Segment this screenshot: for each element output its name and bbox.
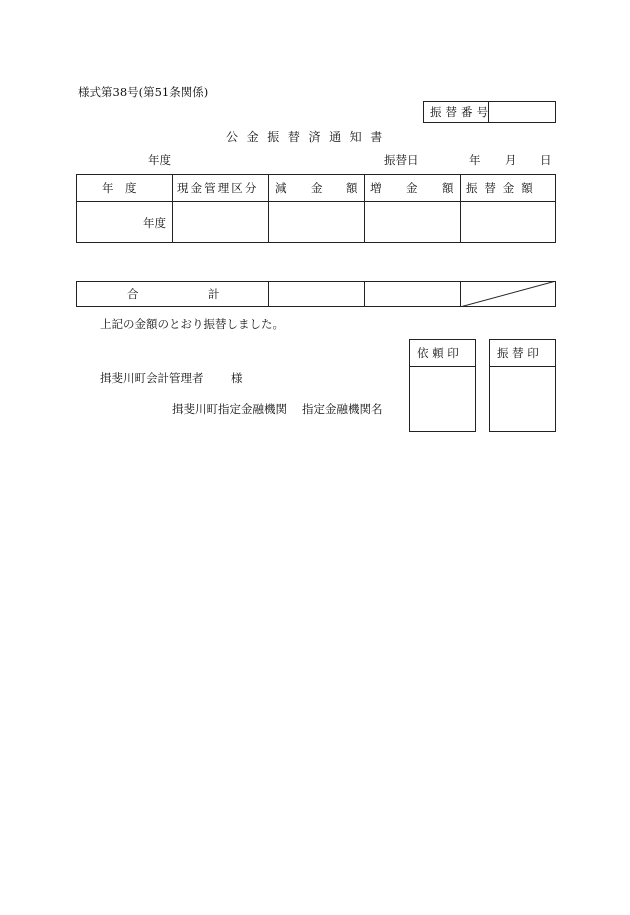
addressee-honorific: 様 <box>231 371 243 385</box>
addressee-name: 揖斐川町会計管理者 <box>100 371 204 385</box>
main-table-header-divider <box>76 201 556 202</box>
sender-name-label: 指定金融機関名 <box>302 402 383 416</box>
total-label-left: 合 <box>127 287 139 301</box>
main-table-col-divider-1 <box>172 174 173 243</box>
date-month-label: 月 <box>505 153 517 167</box>
main-table-col-divider-4 <box>460 174 461 243</box>
header-decrease-3: 額 <box>346 181 358 195</box>
header-fiscal-year: 年 度 <box>102 181 137 195</box>
total-table-col-divider-2 <box>364 281 365 307</box>
total-diagonal-line <box>460 281 556 307</box>
header-decrease-2: 金 <box>311 181 323 195</box>
main-table-col-divider-3 <box>364 174 365 243</box>
total-label-right: 計 <box>208 287 220 301</box>
total-table-col-divider-1 <box>268 281 269 307</box>
main-table-col-divider-2 <box>268 174 269 243</box>
document-title: 公 金 振 替 済 通 知 書 <box>226 130 385 144</box>
form-number: 様式第38号(第51条関係) <box>78 85 209 99</box>
header-increase-2: 金 <box>406 181 418 195</box>
statement-text: 上記の金額のとおり振替しました。 <box>100 317 284 331</box>
header-transfer-amount: 振替金額 <box>466 181 540 195</box>
row-fiscal-year-suffix: 年度 <box>143 216 166 230</box>
transfer-number-label: 振替番号 <box>430 105 493 119</box>
request-seal-divider <box>409 366 476 367</box>
request-seal-label: 依 頼 印 <box>417 346 459 360</box>
fiscal-year-label: 年度 <box>148 153 171 167</box>
header-cash-category: 現金管理区分 <box>177 181 259 195</box>
transfer-date-label: 振替日 <box>384 153 419 167</box>
header-increase-1: 増 <box>370 181 382 195</box>
transfer-seal-divider <box>489 366 556 367</box>
sender-institution: 揖斐川町指定金融機関 <box>172 402 287 416</box>
header-increase-3: 額 <box>442 181 454 195</box>
transfer-seal-label: 振 替 印 <box>497 346 539 360</box>
header-decrease-1: 減 <box>275 181 287 195</box>
date-day-label: 日 <box>540 153 552 167</box>
date-year-label: 年 <box>469 153 481 167</box>
